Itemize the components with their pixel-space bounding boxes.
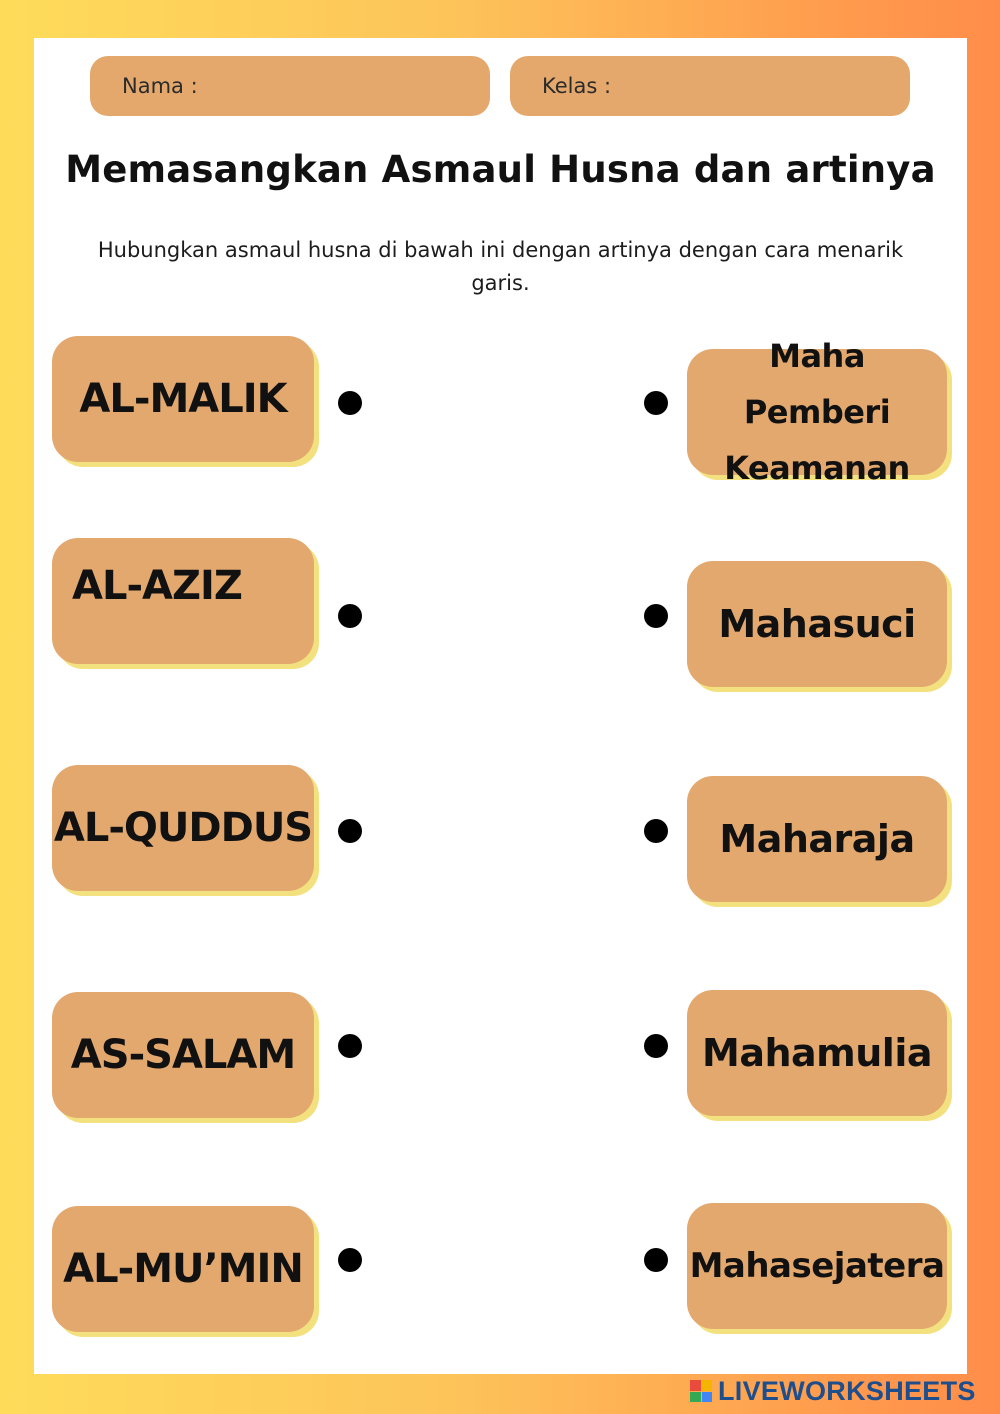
- worksheet-title: Memasangkan Asmaul Husna dan artinya: [65, 148, 936, 191]
- name-box-as-salam: AS-SALAM: [52, 992, 314, 1118]
- meaning-box-maharaja: Maharaja: [687, 776, 947, 902]
- name-box-al-malik: AL-MALIK: [52, 336, 314, 462]
- class-label: Kelas :: [542, 74, 612, 98]
- left-connector-dot-2[interactable]: [338, 604, 362, 628]
- name-box-al-quddus: AL-QUDDUS: [52, 765, 314, 891]
- left-connector-dot-5[interactable]: [338, 1248, 362, 1272]
- brand-text: LIVEWORKSHEETS: [718, 1375, 976, 1406]
- name-box-al-aziz: AL-AZIZ: [52, 538, 314, 664]
- name-field[interactable]: [90, 56, 490, 116]
- name-box-al-mumin: AL-MU’MIN: [52, 1206, 314, 1332]
- liveworksheets-logo-icon: [690, 1380, 712, 1402]
- meaning-box-mahamulia: Mahamulia: [687, 990, 947, 1116]
- instruction-text: Hubungkan asmaul husna di bawah ini dengan artinya dengan cara menarik garis.: [97, 238, 904, 295]
- right-connector-dot-4[interactable]: [644, 1034, 668, 1058]
- class-field[interactable]: [510, 56, 910, 116]
- name-label: Nama :: [122, 74, 198, 98]
- meaning-box-mahasejatera: Mahasejatera: [687, 1203, 947, 1329]
- right-connector-dot-3[interactable]: [644, 819, 668, 843]
- worksheet: [34, 38, 967, 1374]
- right-connector-dot-5[interactable]: [644, 1248, 668, 1272]
- right-connector-dot-1[interactable]: [644, 391, 668, 415]
- left-connector-dot-3[interactable]: [338, 819, 362, 843]
- meaning-box-maha-pemberi-keamanan: Maha Pemberi Keamanan: [687, 349, 947, 475]
- right-connector-dot-2[interactable]: [644, 604, 668, 628]
- meaning-box-mahasuci: Mahasuci: [687, 561, 947, 687]
- liveworksheets-branding[interactable]: [690, 1374, 990, 1408]
- left-connector-dot-4[interactable]: [338, 1034, 362, 1058]
- left-connector-dot-1[interactable]: [338, 391, 362, 415]
